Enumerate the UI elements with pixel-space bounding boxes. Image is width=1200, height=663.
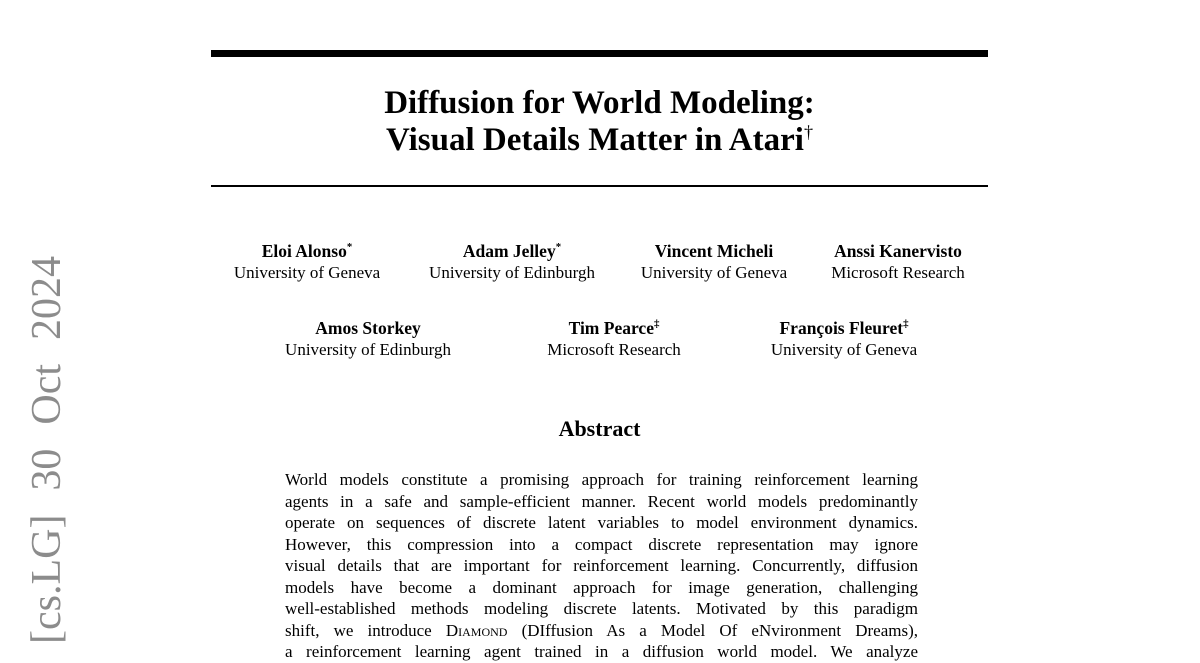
equal-supervision-marker: ‡ [903,318,909,331]
abstract-heading: Abstract [558,416,641,441]
paper-title-line-2 [211,122,988,159]
abstract-line: well-established methods modeling discrete latents. Motivated by this paradigm [285,599,918,618]
author-name-text: Anssi Kanervisto [834,241,962,261]
diamond-smallcaps: Diamond [445,620,508,640]
equal-supervision-marker: ‡ [653,318,660,331]
author-eloi-alonso [234,240,380,284]
paper-title-line-1: Diffusion for World Modeling: [384,85,815,121]
title-rule [211,185,988,187]
equal-contribution-marker: * [555,241,562,254]
author-adam-jelley [429,240,595,284]
author-name [285,317,451,339]
author-name [641,240,787,262]
author-name-text: Eloi Alonso [261,241,347,261]
abstract-line: World models constitute a promising approach for training reinforcement learning [285,470,918,489]
author-name-text: François Fleuret [779,318,904,338]
author-name [831,240,965,262]
abstract-text [285,469,918,663]
abstract-line-pre: shift, we introduce [285,620,446,640]
abstract-line: visual details that are important for reinforcement learning. Concurrently, diffusion [285,556,918,575]
author-affiliation: Microsoft Research [831,263,965,282]
author-name [547,317,681,339]
author-affiliation: Microsoft Research [547,340,681,359]
author-name-text: Vincent Micheli [654,241,774,261]
arxiv-stamp: [cs.LG] 30 Oct 2024 [24,256,70,644]
author-name-text: Adam Jelley [462,241,556,261]
author-name [234,240,380,262]
author-vincent-micheli [641,240,787,284]
title-footnote-dagger: † [803,122,814,142]
abstract-line: agents in a safe and sample-efficient manner. Recent world models predominantly [285,491,918,511]
author-affiliation: University of Geneva [640,263,788,282]
author-affiliation: University of Geneva [770,340,918,359]
author-tim-pearce [547,317,681,361]
equal-contribution-marker: * [346,241,353,254]
abstract-line-diamond [285,620,918,642]
abstract-line: operate on sequences of discrete latent variables to model environment dynamics. [285,513,918,532]
paper-title-line-2-text: Visual Details Matter in Atari [385,122,804,158]
paper-title [211,85,988,159]
top-rule [211,50,988,57]
abstract-line-post: (DIffusion As a Model Of eNvironment Dreams), [507,620,918,640]
author-francois-fleuret [771,317,917,361]
author-affiliation: University of Geneva [233,263,381,282]
author-name-text: Amos Storkey [315,318,421,338]
author-affiliation: University of Edinburgh [285,340,451,359]
abstract-line: However, this compression into a compact discrete representation may ignore [285,534,918,554]
author-name [771,317,917,339]
abstract-line-partial: a reinforcement learning agent trained in a diffusion world model. We analyze [285,642,918,661]
abstract-line: models have become a dominant approach for image generation, challenging [285,577,918,597]
author-name [429,240,595,262]
author-anssi-kanervisto [831,240,965,284]
author-affiliation: University of Edinburgh [429,263,595,282]
author-amos-storkey [285,317,451,361]
author-name-text: Tim Pearce [568,318,654,338]
